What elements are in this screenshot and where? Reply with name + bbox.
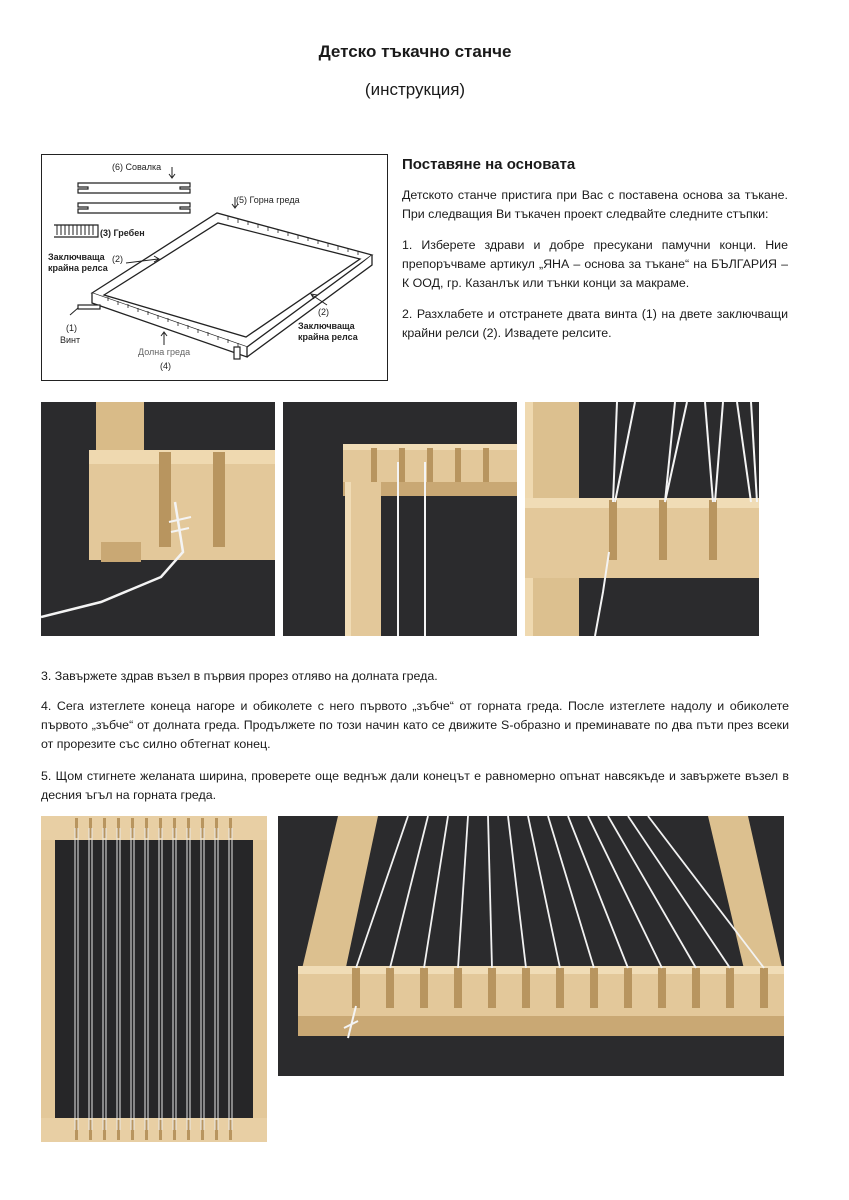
photo-top-corner	[283, 402, 517, 636]
step-4: 4. Сега изтеглете конеца нагоре и обиколете с него първото „зъбче“ от горната греда. После изтеглете надолу и обиколете първото „зъбче“ от долната греда. Продължете по този начин като се движите S-образно и преминавате по два пъти през всеки от прорезите със силно обтегнат конец.	[41, 699, 789, 751]
label-right-rail-num: (2)	[318, 307, 329, 317]
label-screw: Винт	[60, 335, 81, 345]
document-title: Детско тъкачно станче	[318, 42, 512, 61]
label-right-rail-1: Заключваща	[298, 321, 355, 331]
label-left-rail-num: (2)	[112, 254, 123, 264]
step-3: 3. Завържете здрав възел в първия прорез отляво на долната греда.	[41, 669, 438, 683]
label-top-beam: (5) Горна греда	[236, 195, 300, 205]
photo-finished-warp	[278, 816, 784, 1076]
label-screw-num: (1)	[66, 323, 77, 333]
photo-warp-threads	[525, 402, 759, 636]
photo-knot-closeup	[41, 402, 275, 636]
label-right-rail-2: крайна релса	[298, 332, 358, 342]
label-left-rail-1: Заключваща	[48, 252, 105, 262]
loom-diagram	[41, 154, 388, 381]
label-bottom-beam-num: (4)	[160, 361, 171, 371]
step-5: 5. Щом стигнете желаната ширина, проверете още веднъж дали конецът е равномерно опънат навсякъде и завържете възел в десния ъгъл на горната греда.	[41, 769, 789, 802]
intro-paragraph: Детското станче пристига при Вас с поставена основа за тъкане. При следващия Ви тъкачен проект следвайте следните стъпки:	[402, 188, 788, 221]
document-subtitle: (инструкция)	[364, 80, 466, 99]
label-bottom-beam: Долна греда	[138, 347, 191, 357]
step-1: 1. Изберете здрави и добре пресукани памучни конци. Ние препоръчваме артикул „ЯНА – основа за тъкане“ на БЪЛГАРИЯ – К ООД, гр. Казанлък или тънки конци за макраме.	[402, 238, 788, 290]
label-left-rail-2: крайна релса	[48, 263, 108, 273]
section-heading: Поставяне на основата	[402, 156, 576, 173]
step-2: 2. Разхлабете и отстранете двата винта (1) на двете заключващи крайни релси (2). Извадете релсите.	[402, 307, 788, 340]
label-shuttle: (6) Совалка	[112, 162, 162, 172]
label-comb: (3) Гребен	[100, 228, 145, 238]
photo-full-loom	[41, 816, 267, 1142]
